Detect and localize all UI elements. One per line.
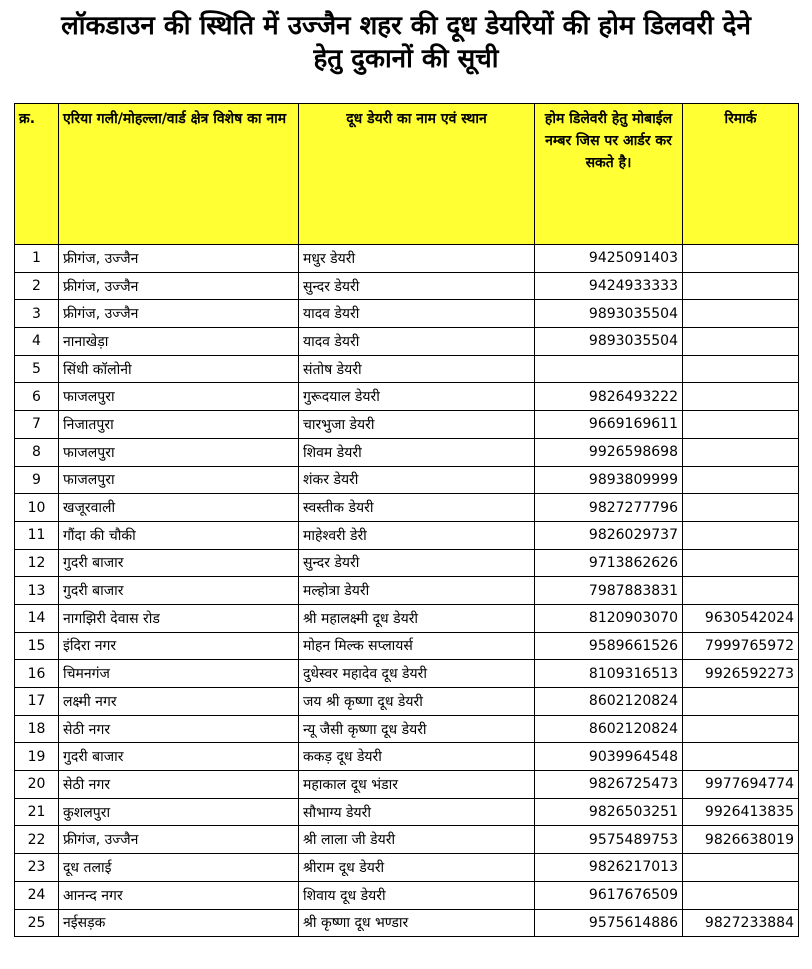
header-mobile: होम डिलेवरी हेतु मोबाईल नम्बर जिस पर आर्डर कर सकते है।: [535, 104, 683, 245]
table-row: [15, 660, 799, 688]
dairy-cell: शिवाय दूध डेयरी: [299, 881, 535, 909]
remark-cell: [683, 438, 799, 466]
header-remark: रिमार्क: [683, 104, 799, 245]
area-cell: इंदिरा नगर: [59, 632, 299, 660]
remark-cell: 9827233884: [683, 909, 799, 937]
remark-cell: [683, 466, 799, 494]
dairy-cell: श्री कृष्णा दूध भण्डार: [299, 909, 535, 937]
mobile-cell: 7987883831: [535, 577, 683, 605]
area-cell: फाजलपुरा: [59, 466, 299, 494]
remark-cell: 9977694774: [683, 771, 799, 799]
table-row: [15, 688, 799, 716]
remark-cell: [683, 577, 799, 605]
mobile-cell: 8109316513: [535, 660, 683, 688]
remark-cell: [683, 300, 799, 328]
area-cell: सेठी नगर: [59, 715, 299, 743]
table-header: [15, 104, 799, 245]
area-cell: फ्रीगंज, उज्जैन: [59, 245, 299, 273]
serial-cell: 14: [15, 604, 59, 632]
serial-cell: 11: [15, 521, 59, 549]
serial-cell: 9: [15, 466, 59, 494]
table-row: [15, 743, 799, 771]
remark-cell: [683, 715, 799, 743]
table-row: [15, 272, 799, 300]
title-line-2: हेतु दुकानों की सूची: [313, 44, 499, 74]
remark-cell: [683, 549, 799, 577]
dairy-cell: यादव डेयरी: [299, 328, 535, 356]
mobile-cell: 9926598698: [535, 438, 683, 466]
area-cell: सिंधी कॉलोनी: [59, 355, 299, 383]
mobile-cell: 9826493222: [535, 383, 683, 411]
serial-cell: 25: [15, 909, 59, 937]
dairy-cell: गुरूदयाल डेयरी: [299, 383, 535, 411]
area-cell: फ्रीगंज, उज्जैन: [59, 272, 299, 300]
dairy-cell: सुन्दर डेयरी: [299, 272, 535, 300]
mobile-cell: 8602120824: [535, 688, 683, 716]
table-row: [15, 466, 799, 494]
area-cell: चिमनगंज: [59, 660, 299, 688]
table-row: [15, 549, 799, 577]
mobile-cell: 9424933333: [535, 272, 683, 300]
serial-cell: 6: [15, 383, 59, 411]
area-cell: नागझिरी देवास रोड: [59, 604, 299, 632]
serial-cell: 8: [15, 438, 59, 466]
mobile-cell: 9425091403: [535, 245, 683, 273]
dairy-cell: मल्होत्रा डेयरी: [299, 577, 535, 605]
serial-cell: 17: [15, 688, 59, 716]
remark-cell: [683, 272, 799, 300]
area-cell: खजूरवाली: [59, 494, 299, 522]
table-body: [15, 245, 799, 937]
mobile-cell: 9826503251: [535, 798, 683, 826]
document-title: [0, 10, 812, 76]
area-cell: लक्ष्मी नगर: [59, 688, 299, 716]
dairy-cell: स्वस्तीक डेयरी: [299, 494, 535, 522]
serial-cell: 21: [15, 798, 59, 826]
remark-cell: [683, 383, 799, 411]
mobile-cell: 9039964548: [535, 743, 683, 771]
area-cell: निजातपुरा: [59, 411, 299, 439]
area-cell: फ्रीगंज, उज्जैन: [59, 826, 299, 854]
area-cell: फाजलपुरा: [59, 383, 299, 411]
mobile-cell: [535, 355, 683, 383]
area-cell: गुदरी बाजार: [59, 577, 299, 605]
remark-cell: 9630542024: [683, 604, 799, 632]
table-row: [15, 494, 799, 522]
mobile-cell: 9589661526: [535, 632, 683, 660]
serial-cell: 2: [15, 272, 59, 300]
serial-cell: 5: [15, 355, 59, 383]
remark-cell: 7999765972: [683, 632, 799, 660]
area-cell: दूध तलाई: [59, 854, 299, 882]
dairy-cell: दुधेस्वर महादेव दूध डेयरी: [299, 660, 535, 688]
remark-cell: [683, 245, 799, 273]
serial-cell: 1: [15, 245, 59, 273]
table-row: [15, 881, 799, 909]
header-area: एरिया गली/मोहल्ला/वार्ड क्षेत्र विशेष का नाम: [59, 104, 299, 245]
area-cell: सेठी नगर: [59, 771, 299, 799]
dairy-cell: सुन्दर डेयरी: [299, 549, 535, 577]
table-row: [15, 383, 799, 411]
table-row: [15, 909, 799, 937]
remark-cell: [683, 881, 799, 909]
area-cell: नईसड़क: [59, 909, 299, 937]
table-row: [15, 245, 799, 273]
dairy-cell: श्री महालक्ष्मी दूध डेयरी: [299, 604, 535, 632]
serial-cell: 22: [15, 826, 59, 854]
table-row: [15, 632, 799, 660]
table-row: [15, 577, 799, 605]
remark-cell: [683, 494, 799, 522]
title-line-1: लॉकडाउन की स्थिति में उज्जैन शहर की दूध डेयरियों की होम डिलवरी देने: [61, 11, 751, 41]
dairy-cell: मोहन मिल्क सप्लायर्स: [299, 632, 535, 660]
table-row: [15, 328, 799, 356]
serial-cell: 16: [15, 660, 59, 688]
dairy-cell: संतोष डेयरी: [299, 355, 535, 383]
table-row: [15, 438, 799, 466]
table-row: [15, 355, 799, 383]
table-row: [15, 854, 799, 882]
serial-cell: 19: [15, 743, 59, 771]
area-cell: गुदरी बाजार: [59, 549, 299, 577]
mobile-cell: 9893035504: [535, 300, 683, 328]
remark-cell: 9926413835: [683, 798, 799, 826]
mobile-cell: 9713862626: [535, 549, 683, 577]
dairy-cell: मधुर डेयरी: [299, 245, 535, 273]
table-row: [15, 715, 799, 743]
table-row: [15, 771, 799, 799]
header-row: [15, 104, 799, 245]
remark-cell: [683, 328, 799, 356]
area-cell: नानाखेड़ा: [59, 328, 299, 356]
table-row: [15, 300, 799, 328]
dairy-cell: श्री लाला जी डेयरी: [299, 826, 535, 854]
remark-cell: [683, 355, 799, 383]
mobile-cell: 9827277796: [535, 494, 683, 522]
mobile-cell: 9575489753: [535, 826, 683, 854]
dairy-cell: चारभुजा डेयरी: [299, 411, 535, 439]
mobile-cell: 8602120824: [535, 715, 683, 743]
header-dairy: दूध डेयरी का नाम एवं स्थान: [299, 104, 535, 245]
dairy-cell: जय श्री कृष्णा दूध डेयरी: [299, 688, 535, 716]
area-cell: गुदरी बाजार: [59, 743, 299, 771]
remark-cell: [683, 743, 799, 771]
serial-cell: 18: [15, 715, 59, 743]
dairy-cell: ककड़ दूध डेयरी: [299, 743, 535, 771]
mobile-cell: 9826725473: [535, 771, 683, 799]
dairy-cell: शंकर डेयरी: [299, 466, 535, 494]
area-cell: फ्रीगंज, उज्जैन: [59, 300, 299, 328]
remark-cell: 9926592273: [683, 660, 799, 688]
remark-cell: [683, 688, 799, 716]
table-row: [15, 411, 799, 439]
mobile-cell: 9669169611: [535, 411, 683, 439]
mobile-cell: 9575614886: [535, 909, 683, 937]
dairy-cell: शिवम डेयरी: [299, 438, 535, 466]
remark-cell: [683, 411, 799, 439]
table-row: [15, 521, 799, 549]
serial-cell: 23: [15, 854, 59, 882]
serial-cell: 15: [15, 632, 59, 660]
mobile-cell: 9617676509: [535, 881, 683, 909]
serial-cell: 4: [15, 328, 59, 356]
serial-cell: 7: [15, 411, 59, 439]
serial-cell: 13: [15, 577, 59, 605]
dairy-cell: सौभाग्य डेयरी: [299, 798, 535, 826]
area-cell: फाजलपुरा: [59, 438, 299, 466]
dairy-list-table: [14, 103, 799, 937]
area-cell: गौंदा की चौकी: [59, 521, 299, 549]
header-serial: क्र.: [15, 104, 59, 245]
dairy-cell: महाकाल दूध भंडार: [299, 771, 535, 799]
remark-cell: 9826638019: [683, 826, 799, 854]
remark-cell: [683, 854, 799, 882]
mobile-cell: 9826217013: [535, 854, 683, 882]
dairy-cell: श्रीराम दूध डेयरी: [299, 854, 535, 882]
serial-cell: 10: [15, 494, 59, 522]
mobile-cell: 9893809999: [535, 466, 683, 494]
table-row: [15, 826, 799, 854]
remark-cell: [683, 521, 799, 549]
dairy-cell: यादव डेयरी: [299, 300, 535, 328]
serial-cell: 3: [15, 300, 59, 328]
serial-cell: 24: [15, 881, 59, 909]
mobile-cell: 8120903070: [535, 604, 683, 632]
serial-cell: 12: [15, 549, 59, 577]
area-cell: कुशलपुरा: [59, 798, 299, 826]
mobile-cell: 9893035504: [535, 328, 683, 356]
dairy-cell: न्यू जैसी कृष्णा दूध डेयरी: [299, 715, 535, 743]
mobile-cell: 9826029737: [535, 521, 683, 549]
table-row: [15, 604, 799, 632]
dairy-cell: माहेश्वरी डेरी: [299, 521, 535, 549]
area-cell: आनन्द नगर: [59, 881, 299, 909]
serial-cell: 20: [15, 771, 59, 799]
table-row: [15, 798, 799, 826]
